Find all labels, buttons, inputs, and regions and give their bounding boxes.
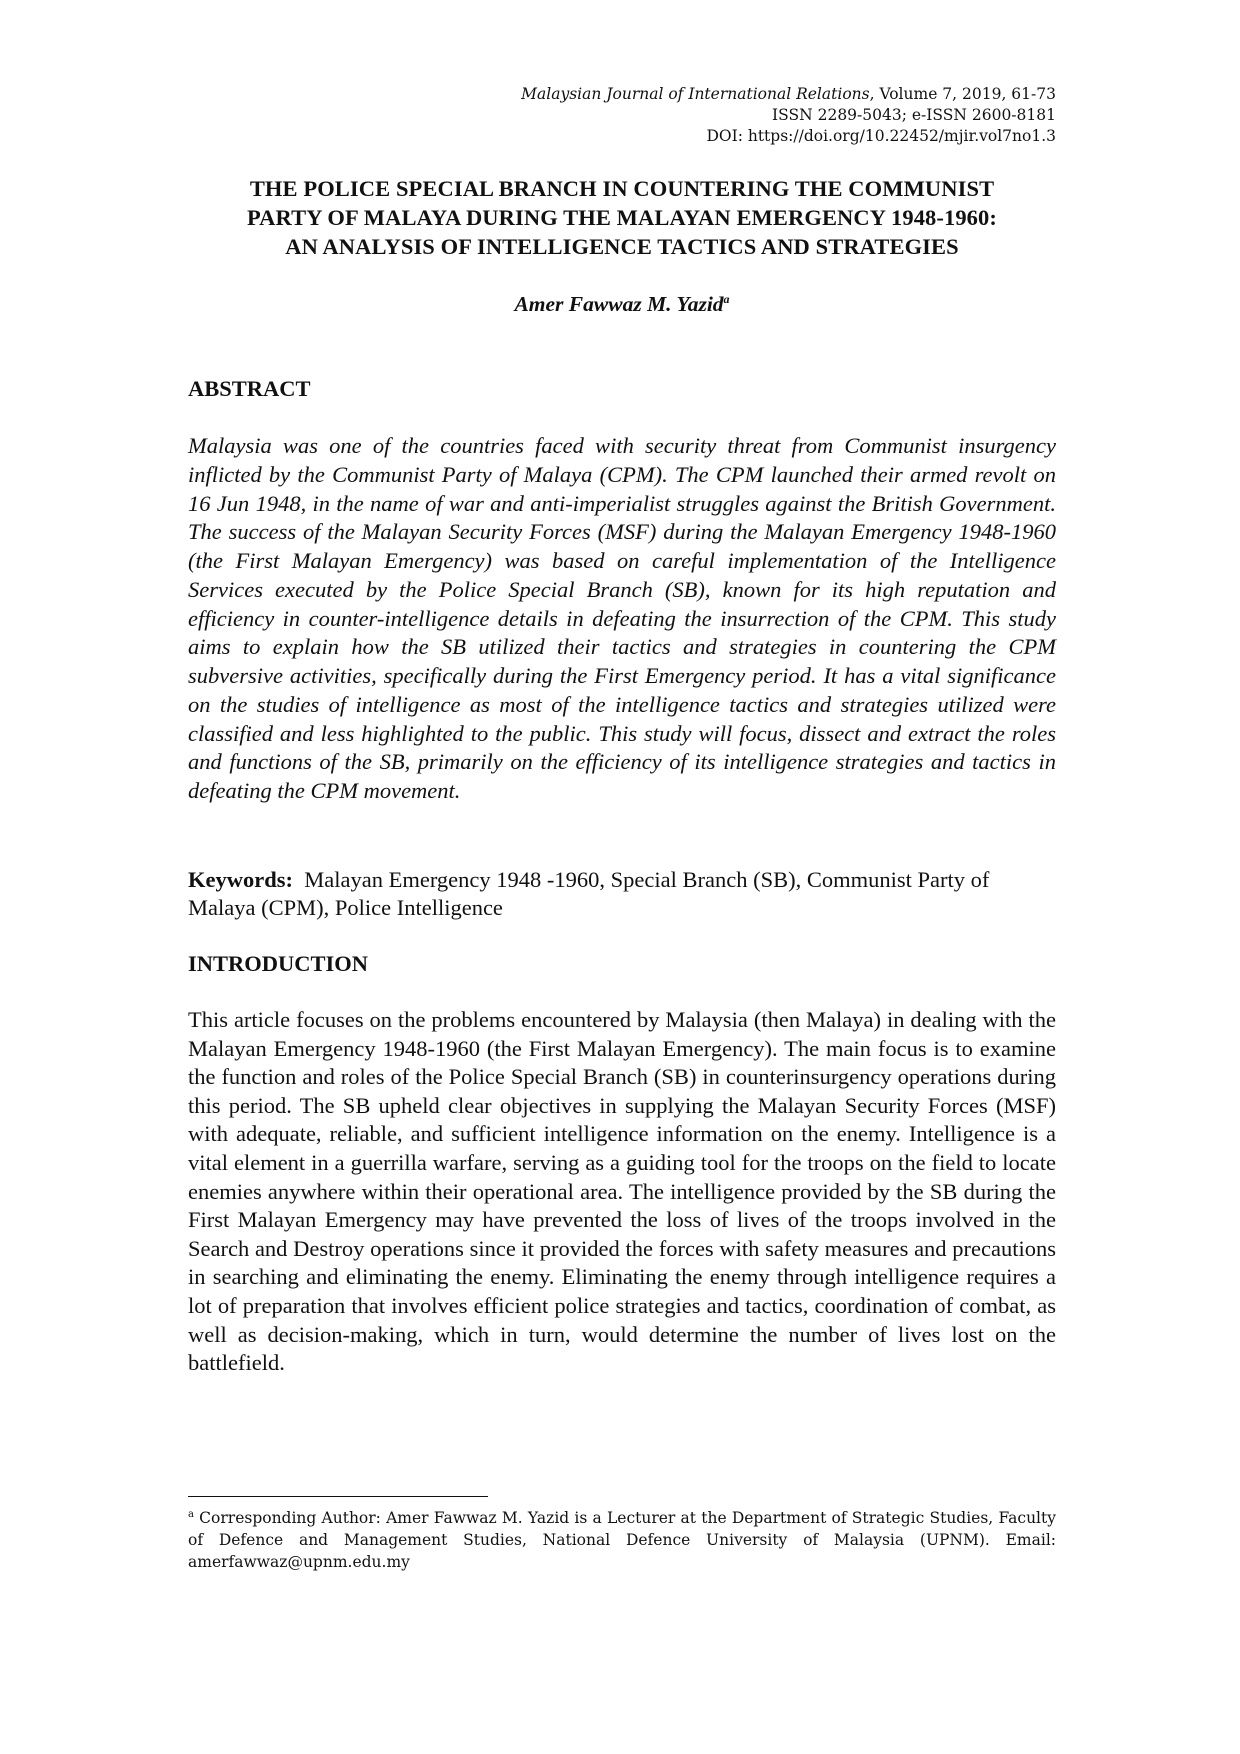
- journal-header: [188, 84, 1056, 147]
- volume-info: , Volume 7, 2019, 61-73: [869, 85, 1056, 103]
- title-line: AN ANALYSIS OF INTELLIGENCE TACTICS AND STRATEGIES: [285, 234, 959, 259]
- journal-name: Malaysian Journal of International Relations: [521, 85, 870, 103]
- footnote-paragraph: [188, 1507, 1056, 1573]
- introduction-paragraph: This article focuses on the problems encountered by Malaysia (then Malaya) in dealing with the Malayan Emergency 1948-1960 (the First Malayan Emergency). The main focus is to examine the function and roles of the Police Special Branch (SB) in counterinsurgency operations during this period. The SB upheld clear objectives in supplying the Malayan Security Forces (MSF) with adequate, reliable, and sufficient intelligence information on the enemy. Intelligence is a vital element in a guerrilla warfare, serving as a guiding tool for the troops on the field to locate enemies anywhere within their operational area. The intelligence provided by the SB during the First Malayan Emergency may have prevented the loss of lives of the troops involved in the Search and Destroy operations since it provided the forces with safety measures and precautions in searching and eliminating the enemy. Eliminating the enemy through intelligence requires a lot of preparation that involves efficient police strategies and tactics, coordination of combat, as well as decision-making, which in turn, would determine the number of lives lost on the battlefield.: [188, 1007, 1056, 1376]
- paper-title: [188, 174, 1056, 261]
- keywords-block: [188, 866, 1056, 922]
- journal-citation-line: [188, 84, 1056, 105]
- footnote-marker: a: [188, 1508, 194, 1520]
- author-name: Amer Fawwaz M. Yazid: [514, 292, 724, 316]
- keywords-text: Malayan Emergency 1948 -1960, Special Branch (SB), Communist Party of Malaya (CPM), Police Intelligence: [188, 867, 990, 920]
- footnote-divider: [188, 1496, 488, 1497]
- title-line: THE POLICE SPECIAL BRANCH IN COUNTERING THE COMMUNIST: [249, 176, 995, 201]
- abstract-heading: ABSTRACT: [188, 376, 311, 401]
- doi-line: DOI: https://doi.org/10.22452/mjir.vol7no1.3: [706, 127, 1056, 145]
- abstract-paragraph: Malaysia was one of the countries faced with security threat from Communist insurgency inflicted by the Communist Party of Malaya (CPM). The CPM launched their armed revolt on 16 Jun 1948, in the name of war and anti-imperialist struggles against the British Government. The success of the Malayan Security Forces (MSF) during the Malayan Emergency 1948-1960 (the First Malayan Emergency) was based on careful implementation of the Intelligence Services executed by the Police Special Branch (SB), known for its high reputation and efficiency in counter-intelligence details in defeating the insurrection of the CPM. This study aims to explain how the SB utilized their tactics and strategies in countering the CPM subversive activities, specifically during the First Emergency period. It has a vital significance on the studies of intelligence as most of the intelligence tactics and strategies utilized were classified and less highlighted to the public. This study will focus, dissect and extract the roles and functions of the SB, primarily on the efficiency of its intelligence strategies and tactics in defeating the CPM movement.: [188, 433, 1056, 803]
- introduction-heading: INTRODUCTION: [188, 951, 369, 976]
- introduction-body: [188, 1006, 1056, 1378]
- keywords-label: Keywords:: [188, 867, 293, 892]
- footnote-text: Corresponding Author: Amer Fawwaz M. Yazid is a Lecturer at the Department of Strategic Studies, Faculty of Defence and Management Studies, National Defence University of Malaysia (UPNM). Email: amerfawwaz@upnm.edu.my: [188, 1509, 1056, 1571]
- article-page: [188, 0, 1056, 1754]
- author-footnote-marker: a: [723, 291, 730, 306]
- footnote: [188, 1507, 1056, 1573]
- author-line: [188, 290, 1056, 318]
- title-line: PARTY OF MALAYA DURING THE MALAYAN EMERGENCY 1948-1960:: [247, 205, 997, 230]
- issn-line: ISSN 2289-5043; e-ISSN 2600-8181: [772, 106, 1056, 124]
- abstract-body: [188, 432, 1056, 806]
